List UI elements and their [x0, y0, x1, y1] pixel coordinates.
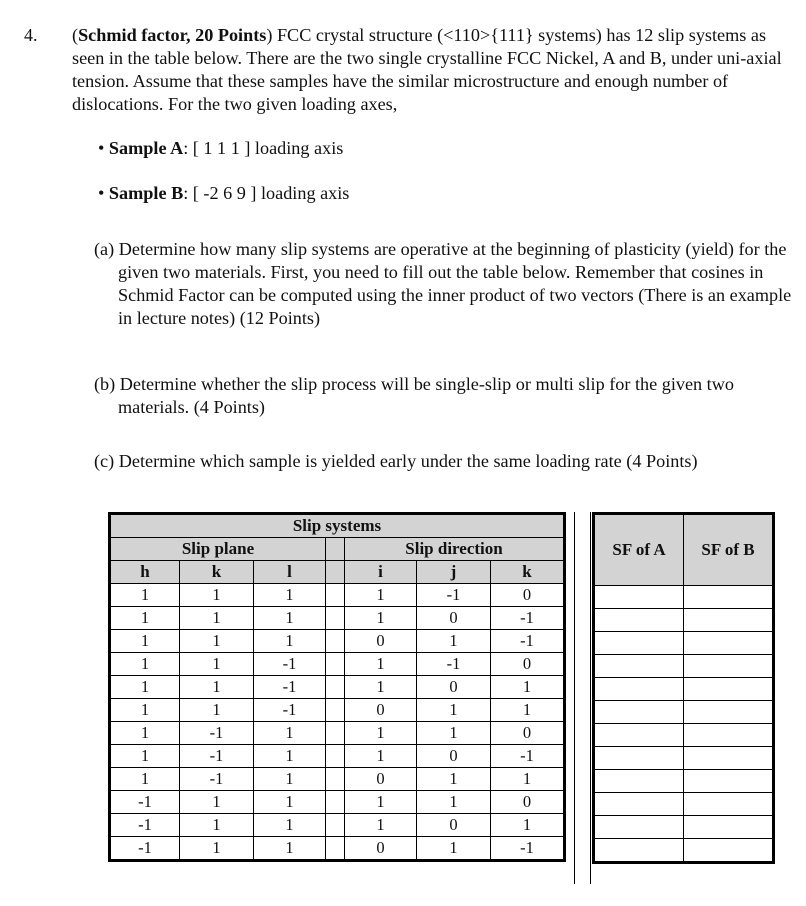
gap-cell	[326, 607, 345, 630]
cell-h: 1	[110, 676, 180, 699]
sample-a-line	[98, 138, 343, 159]
sf-a-cell[interactable]	[594, 678, 684, 701]
question-title: Schmid factor, 20 Points	[78, 25, 267, 45]
cell-h: 1	[110, 607, 180, 630]
sf-b-header: SF of B	[684, 514, 774, 586]
sf-a-cell[interactable]	[594, 609, 684, 632]
table-row	[110, 653, 565, 676]
cell-l: -1	[254, 699, 326, 722]
sf-a-cell[interactable]	[594, 747, 684, 770]
gap-cell	[326, 561, 345, 584]
cell-j: -1	[417, 653, 491, 676]
table-row	[110, 814, 565, 837]
cell-i: 1	[345, 814, 417, 837]
table-row	[110, 745, 565, 768]
cell-k2: 0	[491, 722, 565, 745]
col-j-header: j	[417, 561, 491, 584]
cell-l: 1	[254, 630, 326, 653]
sf-b-cell[interactable]	[684, 747, 774, 770]
cell-i: 0	[345, 837, 417, 861]
cell-h: 1	[110, 653, 180, 676]
sf-a-cell[interactable]	[594, 816, 684, 839]
cell-h: 1	[110, 699, 180, 722]
cell-i: 1	[345, 745, 417, 768]
cell-j: 1	[417, 837, 491, 861]
gap-cell	[326, 653, 345, 676]
open-paren: (	[72, 25, 79, 45]
cell-l: 1	[254, 584, 326, 607]
cell-k2: 1	[491, 768, 565, 791]
gap-cell	[326, 745, 345, 768]
sf-a-cell[interactable]	[594, 586, 684, 609]
question-intro	[72, 24, 800, 116]
cell-j: 1	[417, 722, 491, 745]
cell-i: 0	[345, 630, 417, 653]
cell-l: 1	[254, 814, 326, 837]
cell-k: 1	[180, 791, 254, 814]
cell-j: 1	[417, 699, 491, 722]
cell-k: 1	[180, 837, 254, 861]
part-b: (b) Determine whether the slip process will be single-slip or multi slip for the given two materials. (4 Points)	[94, 374, 734, 417]
gap-cell	[326, 837, 345, 861]
sf-b-cell[interactable]	[684, 609, 774, 632]
table-row	[110, 791, 565, 814]
gap-cell	[326, 814, 345, 837]
cell-l: 1	[254, 722, 326, 745]
cell-k2: 1	[491, 699, 565, 722]
sf-row	[594, 586, 774, 609]
cell-j: -1	[417, 584, 491, 607]
sf-b-cell[interactable]	[684, 655, 774, 678]
sf-a-cell[interactable]	[594, 793, 684, 816]
cell-i: 1	[345, 584, 417, 607]
cell-k2: -1	[491, 837, 565, 861]
gap-cell	[326, 768, 345, 791]
question-body: ) FCC crystal structure (<110>{111} systems) has 12 slip systems as seen in the table below. There are the two single crystalline FCC Nickel, A and B, under uni-axial tension. Assume that these samples have the similar microstructure and enough number of dislocations. For the two given loading axes,	[72, 25, 782, 114]
cell-l: 1	[254, 607, 326, 630]
cell-k: 1	[180, 653, 254, 676]
sf-row	[594, 632, 774, 655]
col-l-header: l	[254, 561, 326, 584]
slip-systems-table	[108, 512, 566, 862]
gap-cell	[326, 699, 345, 722]
sf-a-header: SF of A	[594, 514, 684, 586]
gap-cell	[326, 722, 345, 745]
cell-i: 1	[345, 722, 417, 745]
cell-i: 1	[345, 653, 417, 676]
sf-a-cell[interactable]	[594, 770, 684, 793]
table-row	[110, 699, 565, 722]
sf-row	[594, 655, 774, 678]
cell-k: 1	[180, 584, 254, 607]
schmid-factor-table	[592, 512, 775, 864]
cell-j: 0	[417, 607, 491, 630]
slip-direction-header: Slip direction	[345, 538, 565, 561]
sf-row	[594, 724, 774, 747]
sf-b-cell[interactable]	[684, 839, 774, 863]
cell-k2: 0	[491, 791, 565, 814]
col-k-header: k	[180, 561, 254, 584]
table-row	[110, 722, 565, 745]
sample-b-axis: : [ -2 6 9 ] loading axis	[183, 183, 350, 203]
table-row	[110, 607, 565, 630]
cell-j: 1	[417, 791, 491, 814]
sf-a-cell[interactable]	[594, 724, 684, 747]
cell-k: -1	[180, 745, 254, 768]
part-c: (c) Determine which sample is yielded early under the same loading rate (4 Points)	[94, 451, 698, 471]
sf-row	[594, 770, 774, 793]
gap-cell	[326, 538, 345, 561]
sf-b-cell[interactable]	[684, 724, 774, 747]
sf-a-cell[interactable]	[594, 701, 684, 724]
table-separator	[574, 512, 591, 884]
cell-k: 1	[180, 814, 254, 837]
cell-k2: -1	[491, 607, 565, 630]
table-row	[110, 630, 565, 653]
cell-i: 1	[345, 791, 417, 814]
cell-k: 1	[180, 607, 254, 630]
cell-l: 1	[254, 837, 326, 861]
cell-i: 1	[345, 676, 417, 699]
cell-l: -1	[254, 653, 326, 676]
table-row	[110, 837, 565, 861]
sample-a-axis: : [ 1 1 1 ] loading axis	[183, 138, 344, 158]
cell-j: 1	[417, 630, 491, 653]
cell-k: -1	[180, 722, 254, 745]
bullet-icon: •	[98, 183, 105, 203]
col-k2-header: k	[491, 561, 565, 584]
cell-j: 0	[417, 814, 491, 837]
sf-row	[594, 747, 774, 770]
sf-b-cell[interactable]	[684, 816, 774, 839]
cell-i: 1	[345, 607, 417, 630]
sf-row	[594, 701, 774, 724]
cell-l: 1	[254, 791, 326, 814]
sf-b-cell[interactable]	[684, 586, 774, 609]
cell-j: 1	[417, 768, 491, 791]
cell-k2: 1	[491, 814, 565, 837]
sf-b-cell[interactable]	[684, 793, 774, 816]
cell-j: 0	[417, 745, 491, 768]
cell-h: -1	[110, 814, 180, 837]
sample-a-label: Sample A	[108, 138, 184, 158]
bullet-icon: •	[98, 138, 105, 158]
sf-a-cell[interactable]	[594, 632, 684, 655]
cell-k2: 1	[491, 676, 565, 699]
cell-h: 1	[110, 768, 180, 791]
cell-h: 1	[110, 745, 180, 768]
cell-k: 1	[180, 676, 254, 699]
gap-cell	[326, 630, 345, 653]
slip-systems-header: Slip systems	[110, 514, 565, 538]
gap-cell	[326, 791, 345, 814]
sf-a-cell[interactable]	[594, 655, 684, 678]
sf-b-cell[interactable]	[684, 701, 774, 724]
sf-row	[594, 609, 774, 632]
sample-b-label: Sample B	[108, 183, 184, 203]
sf-row	[594, 678, 774, 701]
sf-row	[594, 793, 774, 816]
sf-b-cell[interactable]	[684, 632, 774, 655]
cell-l: 1	[254, 768, 326, 791]
gap-cell	[326, 584, 345, 607]
table-row	[110, 584, 565, 607]
table-row	[110, 676, 565, 699]
cell-k2: -1	[491, 745, 565, 768]
sf-b-cell[interactable]	[684, 770, 774, 793]
slip-plane-header: Slip plane	[110, 538, 326, 561]
cell-k2: 0	[491, 584, 565, 607]
sample-b-line	[98, 183, 349, 204]
cell-j: 0	[417, 676, 491, 699]
cell-l: 1	[254, 745, 326, 768]
cell-k2: 0	[491, 653, 565, 676]
sf-row	[594, 839, 774, 863]
col-i-header: i	[345, 561, 417, 584]
question-number: 4.	[24, 25, 38, 45]
sf-b-cell[interactable]	[684, 678, 774, 701]
sf-row	[594, 816, 774, 839]
sf-a-cell[interactable]	[594, 839, 684, 863]
cell-h: -1	[110, 791, 180, 814]
cell-k: 1	[180, 630, 254, 653]
cell-k2: -1	[491, 630, 565, 653]
cell-i: 0	[345, 768, 417, 791]
cell-h: 1	[110, 630, 180, 653]
cell-i: 0	[345, 699, 417, 722]
cell-h: 1	[110, 722, 180, 745]
cell-h: 1	[110, 584, 180, 607]
table-row	[110, 768, 565, 791]
col-h-header: h	[110, 561, 180, 584]
cell-h: -1	[110, 837, 180, 861]
cell-k: 1	[180, 699, 254, 722]
part-a: (a) Determine how many slip systems are operative at the beginning of plasticity (yield) for the given two materials. First, you need to fill out the table below. Remember that cosines in Schmid Factor can be computed using the inner product of two vectors (There is an example in lecture notes) (12 Points)	[94, 239, 792, 328]
cell-l: -1	[254, 676, 326, 699]
cell-k: -1	[180, 768, 254, 791]
gap-cell	[326, 676, 345, 699]
